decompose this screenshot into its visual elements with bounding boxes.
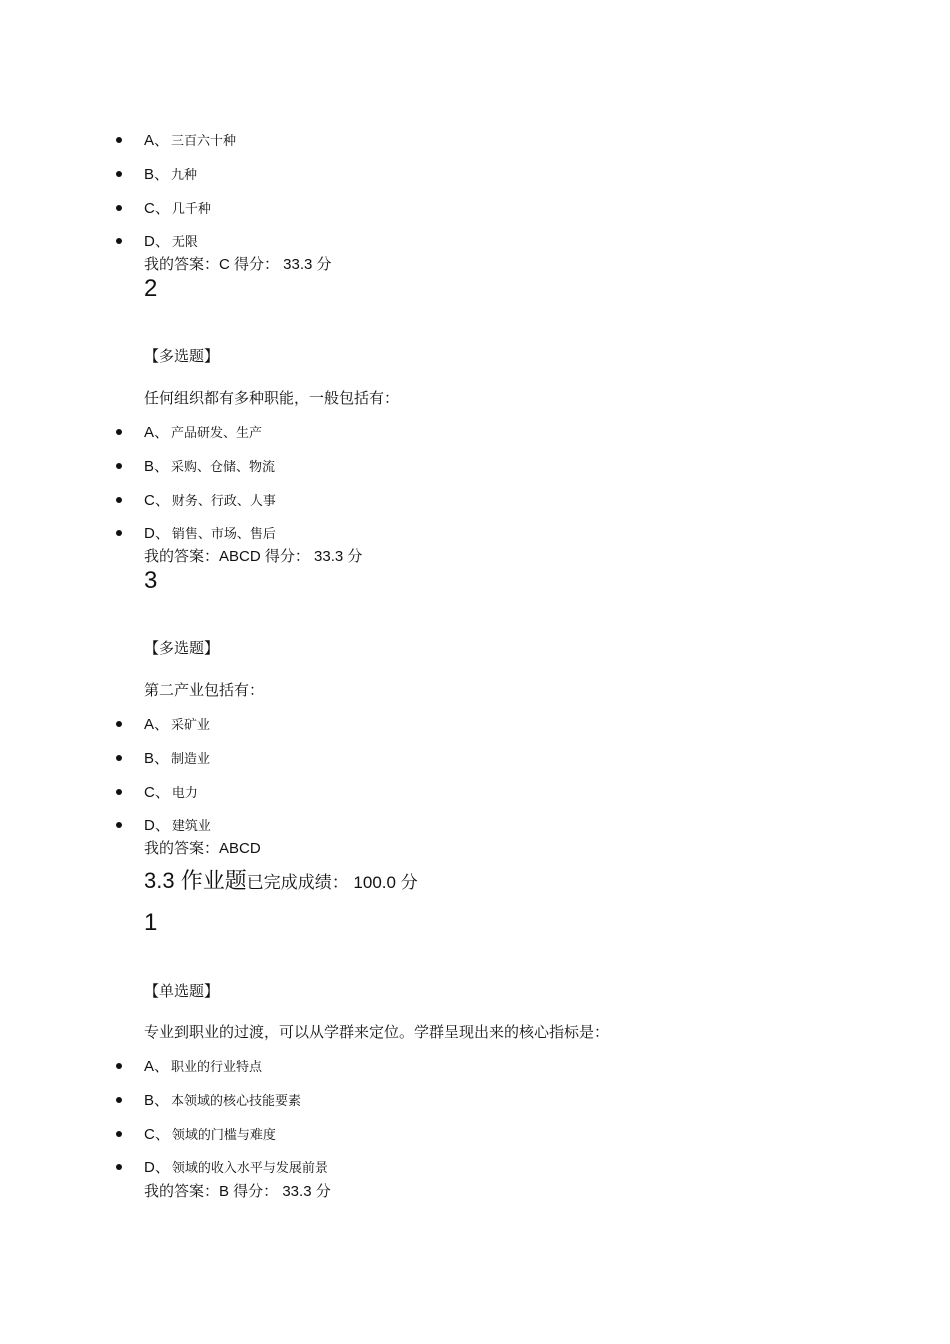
my-answer: 我的答案：C 得分： 33.3 分 (144, 256, 332, 273)
option-letter: B、 (144, 458, 170, 475)
option-letter: D、 (144, 233, 170, 250)
bullet (116, 171, 122, 177)
bullet (116, 463, 122, 469)
option-text: 电力 (171, 786, 198, 801)
option-text: 本领域的核心技能要素 (171, 1094, 302, 1109)
option-letter: C、 (144, 1126, 170, 1143)
question-text: 专业到职业的过渡，可以从学群来定位。学群呈现出来的核心指标是： (144, 1023, 610, 1041)
my-answer: 我的答案：B 得分： 33.3 分 (144, 1183, 331, 1200)
bullet (116, 1097, 122, 1103)
question-type: 【多选题】 (144, 347, 220, 365)
bullet (116, 1164, 122, 1170)
bullet (116, 789, 122, 795)
question-text: 任何组织都有多种职能，一般包括有： (144, 389, 400, 407)
option-text: 无限 (171, 235, 198, 250)
option-text: 采购、仓储、物流 (171, 460, 276, 475)
bullet (116, 137, 122, 143)
option-text: 九种 (171, 168, 198, 183)
option-letter: A、 (144, 1058, 170, 1075)
question-type: 【单选题】 (144, 982, 220, 1000)
option-letter: B、 (144, 750, 170, 767)
option-letter: C、 (144, 784, 170, 801)
option-b (144, 747, 210, 768)
option-letter: C、 (144, 492, 170, 509)
option-text: 采矿业 (171, 718, 211, 733)
bullet (116, 497, 122, 503)
option-letter: D、 (144, 1159, 170, 1176)
option-text: 几千种 (171, 202, 211, 217)
option-text: 建筑业 (171, 819, 211, 834)
option-letter: D、 (144, 525, 170, 542)
option-b (144, 1089, 301, 1110)
question-type: 【多选题】 (144, 639, 220, 657)
option-d (144, 1156, 328, 1177)
bullet (116, 429, 122, 435)
option-text: 领域的门槛与难度 (171, 1128, 276, 1143)
option-c (144, 1123, 276, 1144)
option-b (144, 455, 275, 476)
option-d (144, 230, 198, 251)
option-letter: A、 (144, 132, 170, 149)
bullet (116, 1131, 122, 1137)
option-c (144, 197, 211, 218)
bullet (116, 238, 122, 244)
bullet (116, 721, 122, 727)
option-text: 领域的收入水平与发展前景 (171, 1161, 328, 1176)
question-number: 3 (144, 567, 158, 594)
option-text: 制造业 (171, 752, 211, 767)
question-text: 第二产业包括有： (144, 681, 265, 699)
option-c (144, 781, 198, 802)
my-answer: 我的答案：ABCD (144, 840, 261, 857)
option-a (144, 129, 236, 150)
bullet (116, 205, 122, 211)
option-a (144, 713, 210, 734)
bullet (116, 755, 122, 761)
question-number: 1 (144, 909, 158, 936)
my-answer: 我的答案：ABCD 得分： 33.3 分 (144, 548, 363, 565)
section-heading (144, 864, 418, 895)
option-text: 三百六十种 (171, 134, 237, 149)
option-letter: D、 (144, 817, 170, 834)
section-title: 3.3 作业题 (144, 868, 247, 893)
option-d (144, 522, 276, 543)
option-letter: A、 (144, 716, 170, 733)
option-a (144, 1055, 262, 1076)
option-letter: A、 (144, 424, 170, 441)
option-d (144, 814, 211, 835)
bullet (116, 1063, 122, 1069)
bullet (116, 530, 122, 536)
option-letter: C、 (144, 200, 170, 217)
option-b (144, 163, 197, 184)
bullet (116, 822, 122, 828)
option-letter: B、 (144, 1092, 170, 1109)
question-number: 2 (144, 275, 158, 302)
option-a (144, 421, 262, 442)
option-letter: B、 (144, 166, 170, 183)
option-c (144, 489, 276, 510)
section-completed-score: 已完成成绩： 100.0 分 (246, 873, 418, 892)
option-text: 职业的行业特点 (171, 1060, 263, 1075)
option-text: 产品研发、生产 (171, 426, 263, 441)
option-text: 销售、市场、售后 (171, 527, 276, 542)
option-text: 财务、行政、人事 (171, 494, 276, 509)
